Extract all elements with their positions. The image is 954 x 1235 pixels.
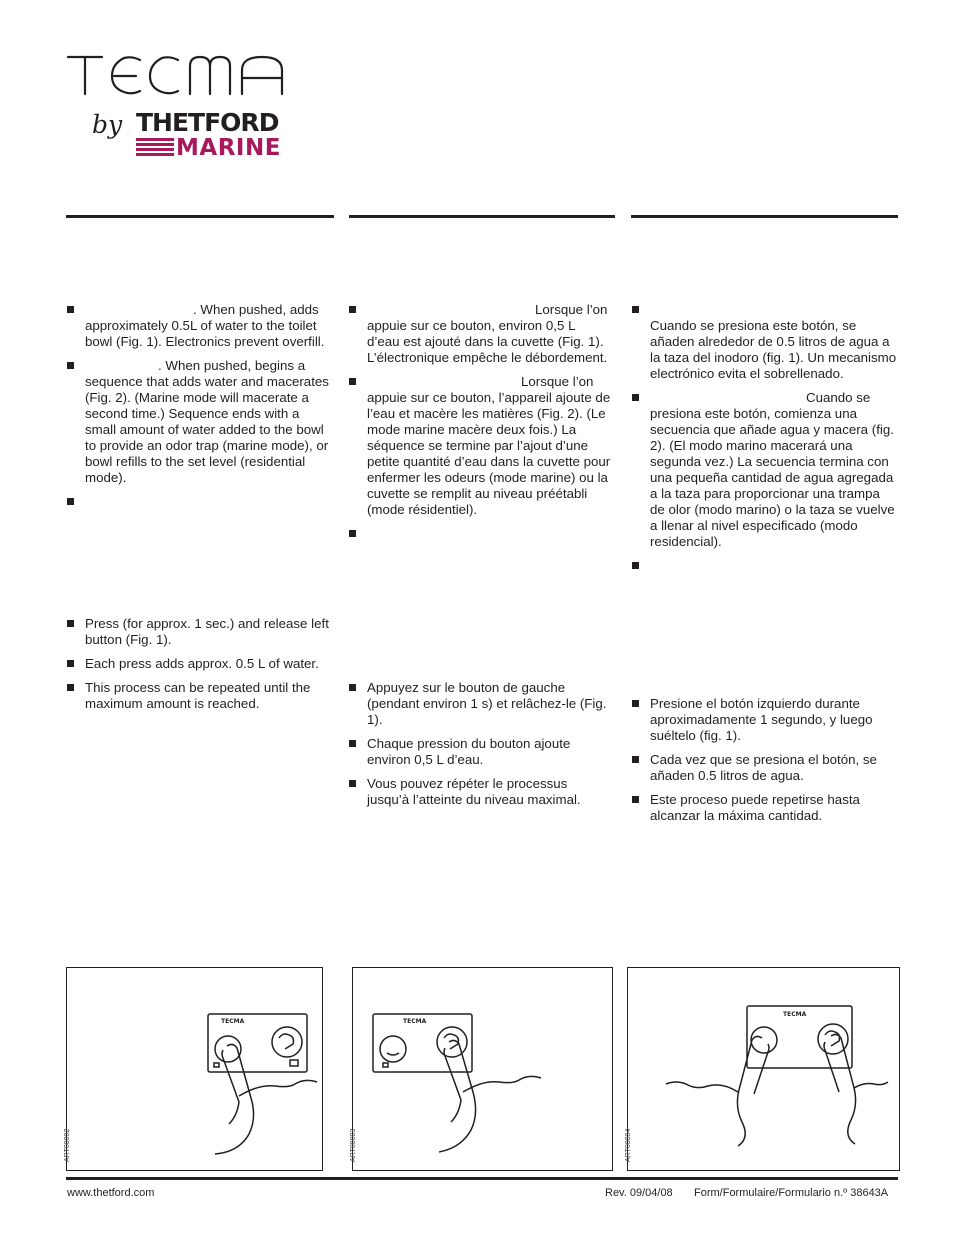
footer-website: www.thetford.com: [67, 1187, 155, 1199]
bullet-square-icon: [349, 740, 356, 747]
list-item: [349, 374, 611, 518]
step-text: Presione el botón izquierdo durante aproximadamente 1 segundo, y luego suéltelo (fig. 1).: [650, 696, 873, 743]
step-text: Appuyez sur le bouton de gauche (pendant environ 1 s) et relâchez-le (Fig. 1).: [367, 680, 607, 727]
bullet-text: [367, 526, 611, 542]
bullet-square-icon: [632, 796, 639, 803]
brand-logo: [66, 52, 306, 162]
bullet-square-icon: [632, 306, 639, 313]
list-item: [632, 752, 894, 784]
panel-brand-label: TECMA: [783, 1011, 807, 1018]
footer-rule: [66, 1177, 898, 1180]
bullet-text: [650, 558, 898, 574]
brand-by: by: [92, 110, 123, 139]
list-item: [67, 494, 329, 510]
control-panel-illustration: [628, 968, 899, 1170]
bullet-text: [85, 494, 329, 510]
control-panel-illustration: [353, 968, 612, 1170]
bullet-text: Cuando se presiona este botón, se añaden alrededor de 0.5 litros de agua a la taza del inodoro (fig. 1). Un mecanismo electrónico evita el sobrellenado.: [650, 318, 897, 381]
brand-thetford: THETFORD: [136, 108, 279, 137]
list-item: [67, 302, 329, 350]
bullet-square-icon: [349, 306, 356, 313]
button-descriptions-fr: [349, 302, 611, 542]
bullet-text: Cuando se presiona este botón, comienza una secuencia que añade agua y macera (fig. 2). (El modo marino macerará una segunda vez.) La secuencia termina con una pequeña cantidad de agua agregada a la taza para proporcionar una trampa de olor (modo marino) o la taza se vuelve a llenar al nivel especificado (modo residencial).: [650, 390, 895, 549]
bullet-square-icon: [67, 620, 74, 627]
brand-marine: MARINE: [176, 135, 281, 161]
bullet-square-icon: [632, 394, 639, 401]
tecma-wordmark: [66, 52, 296, 97]
figure-1-flush-left-button: TECMA ART00002: [66, 967, 323, 1171]
list-item: [67, 616, 329, 648]
column-english: [67, 302, 329, 711]
list-item: [632, 792, 894, 824]
bullet-square-icon: [67, 362, 74, 369]
steps-en: [67, 616, 329, 720]
step-text: Vous pouvez répéter le processus jusqu’à l’atteinte du niveau maximal.: [367, 776, 581, 807]
bullet-square-icon: [349, 780, 356, 787]
list-item: [67, 358, 329, 486]
panel-brand-label: TECMA: [221, 1018, 245, 1025]
step-text: Chaque pression du bouton ajoute environ 0,5 L d’eau.: [367, 736, 571, 767]
list-item: [632, 696, 894, 744]
list-item: [632, 558, 898, 574]
bullet-square-icon: [632, 756, 639, 763]
column-french: [349, 302, 611, 807]
bullet-square-icon: [349, 530, 356, 537]
column-spanish: [632, 302, 898, 823]
bullet-square-icon: [632, 700, 639, 707]
bullet-text: Lorsque l’on appuie sur ce bouton, environ 0,5 L d’eau est ajouté dans la cuvette (Fig. 1). L’électronique empêche le débordement.: [367, 302, 608, 365]
footer-revision: Rev. 09/04/08: [605, 1187, 673, 1199]
list-item: [67, 680, 329, 712]
step-text: Press (for approx. 1 sec.) and release left button (Fig. 1).: [85, 616, 329, 647]
bullet-square-icon: [67, 306, 74, 313]
list-item: [349, 776, 611, 808]
column-rule-fr: [349, 215, 615, 218]
list-item: [349, 680, 611, 728]
button-descriptions-es: [632, 302, 898, 574]
list-item: [349, 302, 611, 366]
steps-es: [632, 696, 894, 832]
brand-stripes: [136, 138, 174, 158]
bullet-text: . When pushed, begins a sequence that adds water and macerates (Fig. 2). (Marine mode will macerate a second time.) Sequence ends with a small amount of water added to the bowl to provide an odor trap (marine mode), or bowl refills to the set level (residential mode).: [85, 358, 329, 485]
bullet-square-icon: [632, 562, 639, 569]
bullet-square-icon: [67, 498, 74, 505]
bullet-square-icon: [349, 378, 356, 385]
figure-2-flush-right-button: TECMA ART00003: [352, 967, 613, 1171]
steps-fr: [349, 680, 611, 816]
bullet-text: . When pushed, adds approximately 0.5L of water to the toilet bowl (Fig. 1). Electronics prevent overfill.: [85, 302, 325, 349]
figure-3-both-buttons: TECMA ART00004: [627, 967, 900, 1171]
bullet-text: Lorsque l’on appuie sur ce bouton, l’appareil ajoute de l’eau et macère les matières (Fig. 2). (Le mode marine macère deux fois.) La séquence se termine par l’ajout d’une petite quantité d’eau dans la cuvette pour enfermer les odeurs (mode marine) ou la cuvette se remplit au niveau préétabli (mode résidentiel).: [367, 374, 611, 517]
step-text: This process can be repeated until the maximum amount is reached.: [85, 680, 311, 711]
step-text: Each press adds approx. 0.5 L of water.: [85, 656, 319, 671]
footer-form-number: Form/Formulaire/Formulario n.º 38643A: [694, 1187, 889, 1199]
list-item: [632, 302, 898, 382]
column-rule-es: [631, 215, 898, 218]
list-item: [67, 656, 329, 672]
bullet-square-icon: [67, 660, 74, 667]
bullet-square-icon: [67, 684, 74, 691]
panel-brand-label: TECMA: [403, 1018, 427, 1025]
step-text: Este proceso puede repetirse hasta alcanzar la máxima cantidad.: [650, 792, 860, 823]
list-item: [632, 390, 898, 550]
column-rule-en: [66, 215, 334, 218]
step-text: Cada vez que se presiona el botón, se añaden 0.5 litros de agua.: [650, 752, 877, 783]
control-panel-illustration: [67, 968, 322, 1170]
bullet-square-icon: [349, 684, 356, 691]
button-descriptions-en: [67, 302, 329, 510]
list-item: [349, 736, 611, 768]
list-item: [349, 526, 611, 542]
